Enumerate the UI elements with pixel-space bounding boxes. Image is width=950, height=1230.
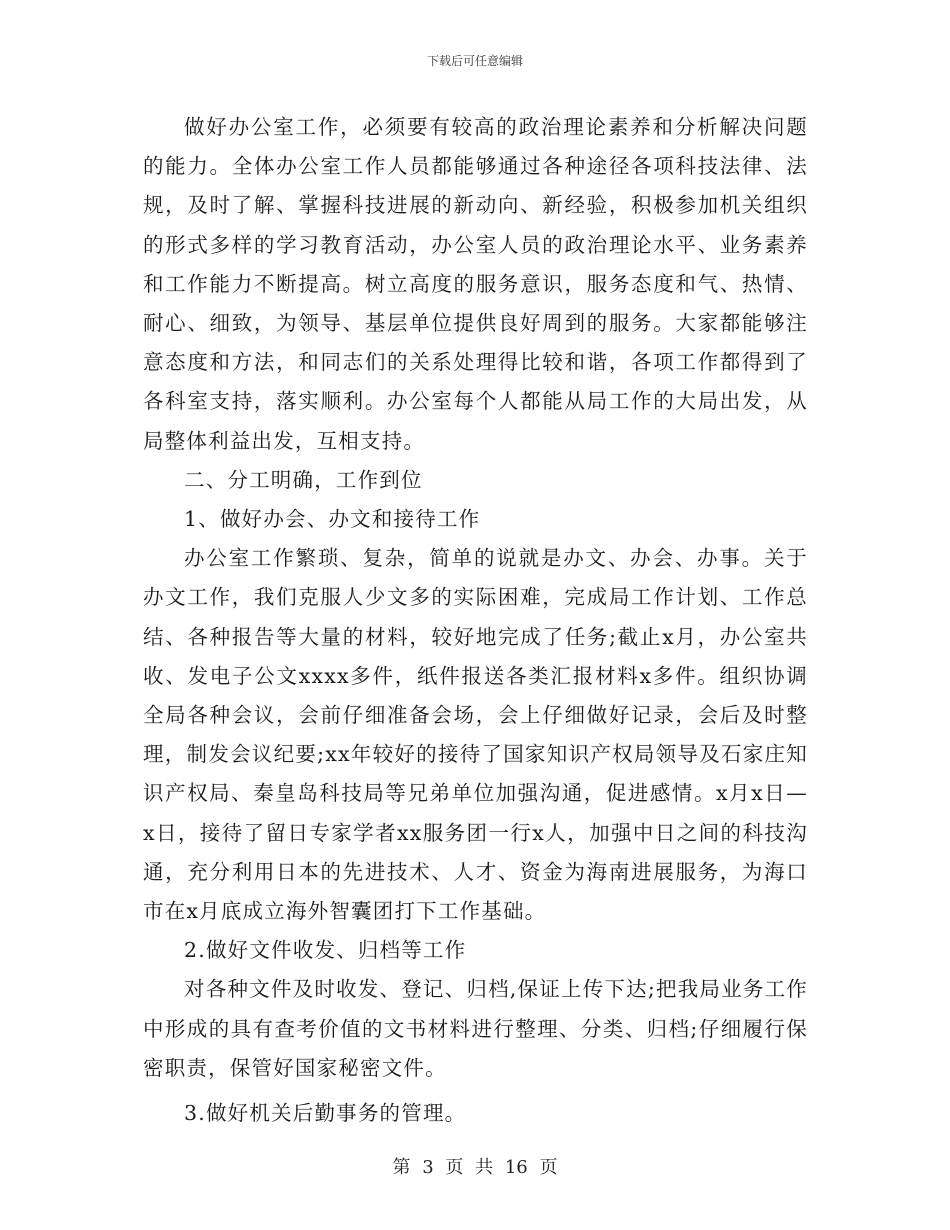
section-heading-division-of-work: 二、分工明确，工作到位 xyxy=(184,467,423,492)
page-header-note: 下载后可任意编辑 xyxy=(426,54,523,68)
paragraph-political-quality: 做好办公室工作，必须要有较高的政治理论素养和分析解决问题的能力。全体办公室工作人员都能够通过各种途径各项科技法律、法规，及时了解、掌握科技进展的新动向、新经验，积极参加机关组织的形式多样的学习教育活动，办公室人员的政治理论水平、业务素养和工作能力不断提高。树立高度的服务意识，服务态度和气、热情、耐心、细致，为领导、基层单位提供良好周到的服务。大家都能够注意态度和方法，和同志们的关系处理得比较和谐，各项工作都得到了各科室支持，落实顺利。办公室每个人都能从局工作的大局出发，从局整体利益出发，互相支持。 xyxy=(143,115,808,453)
page-number-footer: 第 3 页 共 16 页 xyxy=(392,1157,558,1178)
paragraph-meetings-documents: 办公室工作繁琐、复杂，简单的说就是办文、办会、办事。关于办文工作，我们克服人少文多的实际困难，完成局工作计划、工作总结、各种报告等大量的材料，较好地完成了任务;截止x月，办公室共收、发电子公文xxxx多件，纸件报送各类汇报材料x多件。组织协调全局各种会议，会前仔细准备会场，会上仔细做好记录，会后及时整理，制发会议纪要;xx年较好的接待了国家知识产权局领导及石家庄知识产权局、秦皇岛科技局等兄弟单位加强沟通，促进感情。x月x日—x日，接待了留日专家学者xx服务团一行x人，加强中日之间的科技沟通，充分利用日本的先进技术、人才、资金为海南进展服务，为海口市在x月底成立海外智囊团打下工作基础。 xyxy=(143,546,808,924)
subheading-file-archiving: 2.做好文件收发、归档等工作 xyxy=(184,938,467,963)
paragraph-file-archiving: 对各种文件及时收发、登记、归档,保证上传下达;把我局业务工作中形成的具有查考价值的文书材料进行整理、分类、归档;仔细履行保密职责，保管好国家秘密文件。 xyxy=(143,977,808,1080)
subheading-logistics: 3.做好机关后勤事务的管理。 xyxy=(184,1101,467,1126)
document-body xyxy=(143,108,808,1133)
subheading-meetings-documents-reception: 1、做好办会、办文和接待工作 xyxy=(184,507,481,532)
